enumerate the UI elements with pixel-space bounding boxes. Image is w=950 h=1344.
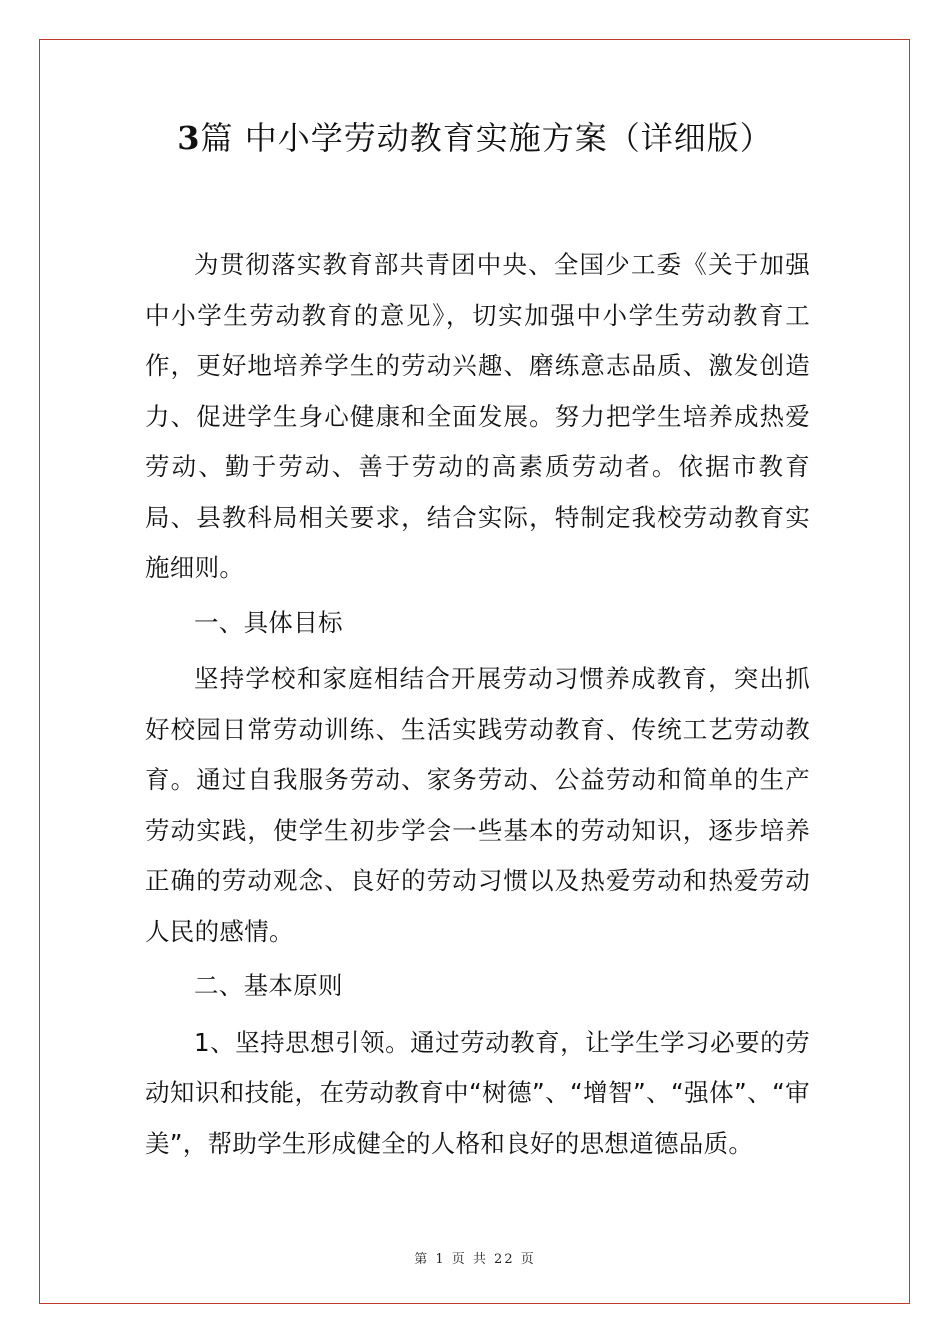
title-number: 3 (177, 119, 201, 157)
paragraph-principle-1: 1、坚持思想引领。通过劳动教育，让学生学习必要的劳动知识和技能，在劳动教育中“树德”、“增智”、“强体”、“审美”，帮助学生形成健全的人格和良好的思想道德品质。 (145, 1027, 810, 1158)
paragraph-intro: 为贯彻落实教育部共青团中央、全国少工委《关于加强中小学生劳动教育的意见》，切实加强中小学生劳动教育工作，更好地培养学生的劳动兴趣、磨练意志品质、激发创造力、促进学生身心健康和全面发展。努力把学生培养成热爱劳动、勤于劳动、善于劳动的高素质劳动者。依据市教育局、县教科局相关要求，结合实际，特制定我校劳动教育实施细则。 (145, 250, 810, 582)
section-heading-principles: 二、基本原则 (194, 971, 343, 1000)
page-number-footer: 第 1 页 共 22 页 (414, 1252, 536, 1267)
document-body (145, 240, 810, 1173)
paragraph-goals: 坚持学校和家庭相结合开展劳动习惯养成教育，突出抓好校园日常劳动训练、生活实践劳动教育、传统工艺劳动教育。通过自我服务劳动、家务劳动、公益劳动和简单的生产劳动实践，使学生初步学会一些基本的劳动知识，逐步培养正确的劳动观念、良好的劳动习惯以及热爱劳动和热爱劳动人民的感情。 (145, 664, 810, 946)
title-text: 篇 中小学劳动教育实施方案（详细版） (200, 119, 773, 157)
section-heading-goals: 一、具体目标 (194, 607, 343, 637)
document-title (0, 112, 950, 164)
